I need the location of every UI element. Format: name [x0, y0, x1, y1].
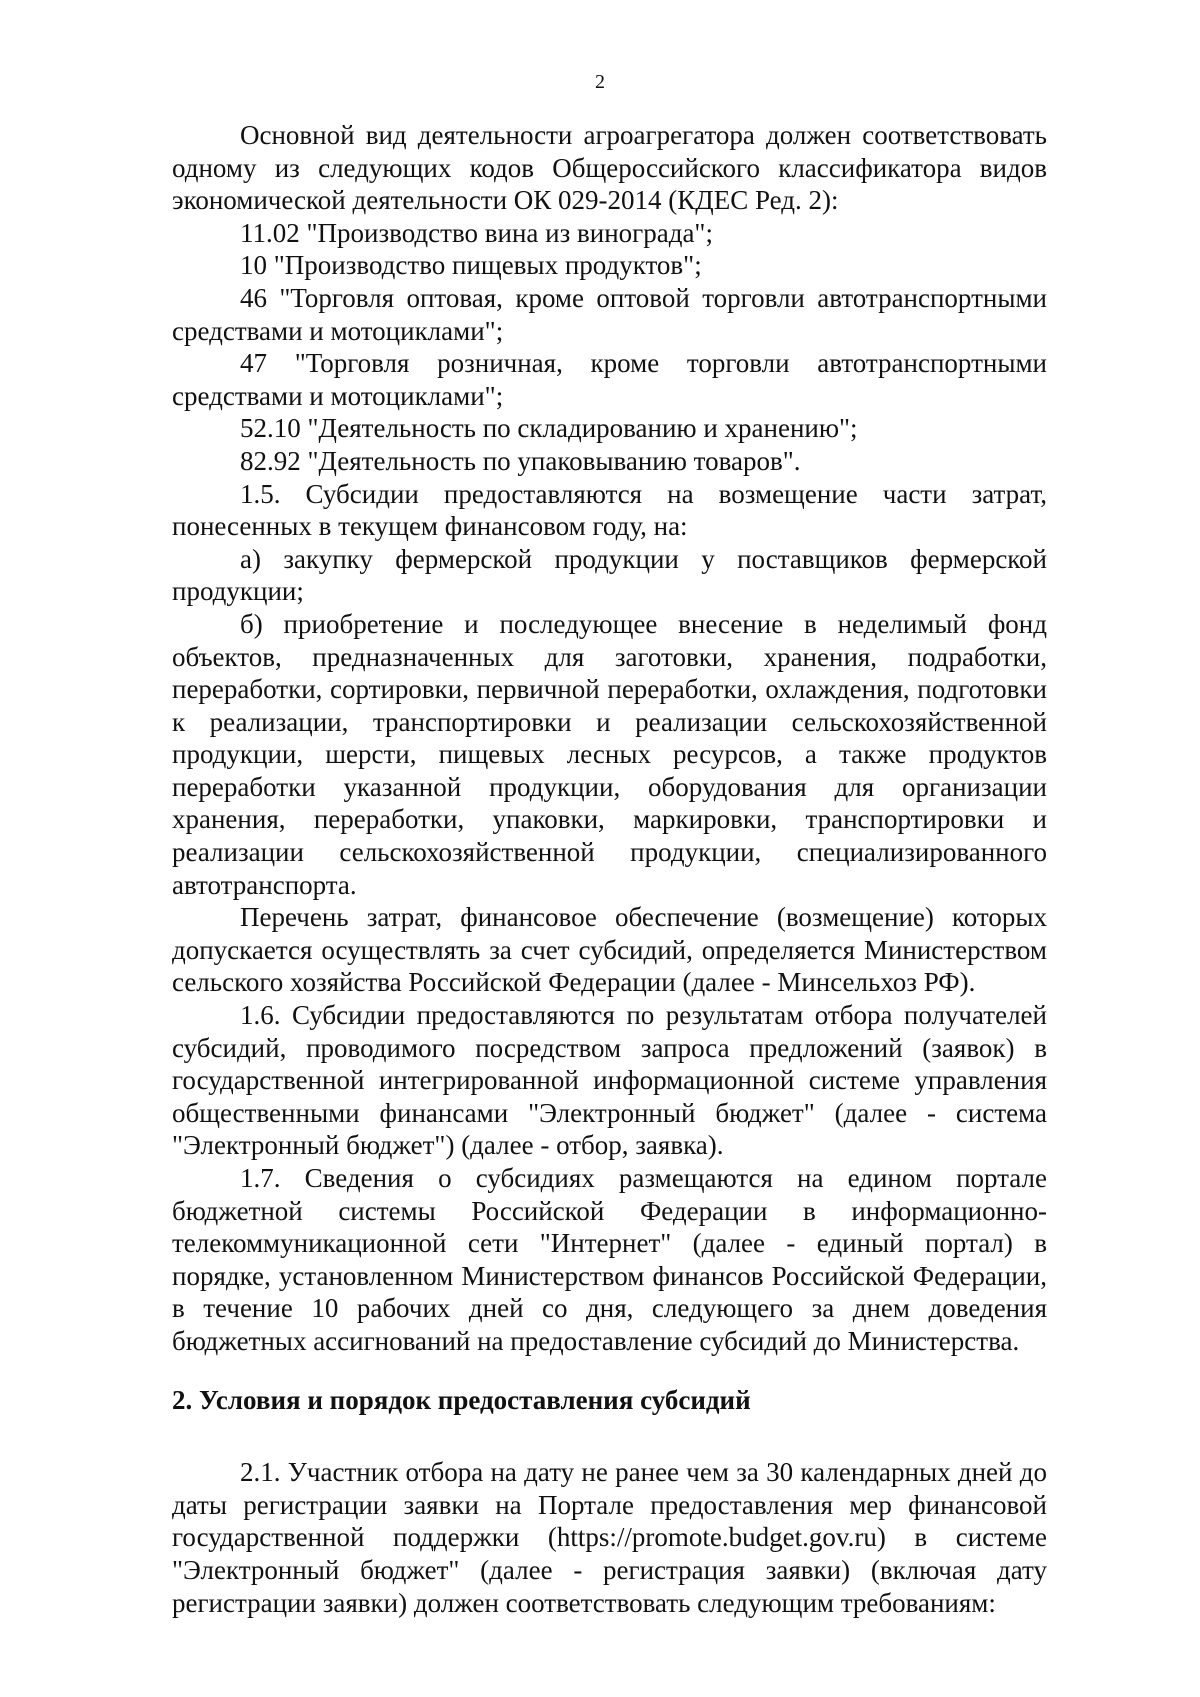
paragraph-code-82-92: 82.92 "Деятельность по упаковыванию товаров". — [240, 445, 801, 476]
paragraph-code-47: 47 "Торговля розничная, кроме торговли автотранспортными средствами и мотоциклами"; — [172, 348, 1047, 411]
section-heading: 2. Условия и порядок предоставления субсидий — [172, 1384, 751, 1415]
paragraph-code-52-10: 52.10 "Деятельность по складированию и хранению"; — [240, 413, 858, 444]
paragraph-code-46: 46 "Торговля оптовая, кроме оптовой торговли автотранспортными средствами и мотоциклами"; — [172, 282, 1047, 346]
paragraph-activity-codes-intro: Основной вид деятельности агроагрегатора должен соответствовать одному из следующих кодов Общероссийского классификатора видов экономической деятельности ОК 029-2014 (КДЕС Ред. 2): — [172, 120, 1047, 216]
paragraph-cost-list: Перечень затрат, финансовое обеспечение (возмещение) которых допускается осуществлять за счет субсидий, определяется Министерством сельского хозяйства Российской Федерации (далее - Минсельхоз РФ). — [172, 902, 1047, 998]
document-body — [172, 119, 1047, 1619]
paragraph-1-7: 1.7. Сведения о субсидиях размещаются на едином портале бюджетной системы Российской Федерации в информационно-телекоммуникационной сети "Интернет" (далее - единый портал) в порядке, установленном Министерством финансов Российской Федерации, в течение 10 рабочих дней со дня, следующего за днем доведения бюджетных ассигнований на предоставление субсидий до Министерства. — [172, 1163, 1047, 1356]
paragraph-1-5-a: а) закупку фермерской продукции у поставщиков фермерской продукции; — [172, 543, 1047, 607]
paragraph-code-10: 10 "Производство пищевых продуктов"; — [240, 250, 702, 281]
paragraph-1-6: 1.6. Субсидии предоставляются по результатам отбора получателей субсидий, проводимого посредством запроса предложений (заявок) в государственной интегрированной информационной системе управления общественными финансами "Электронный бюджет" (далее - система "Электронный бюджет") (далее - отбор, заявка). — [172, 1000, 1047, 1161]
paragraph-code-11-02: 11.02 "Производство вина из винограда"; — [240, 217, 713, 248]
paragraph-1-5: 1.5. Субсидии предоставляются на возмещение части затрат, понесенных в текущем финансовом году, на: — [172, 478, 1047, 542]
page-number: 2 — [595, 71, 605, 93]
paragraph-1-5-b: б) приобретение и последующее внесение в неделимый фонд объектов, предназначенных для заготовки, хранения, подработки, переработки, сортировки, первичной переработки, охлаждения, подготовки к реализации, транспортировки и реализации сельскохозяйственной продукции, шерсти, пищевых лесных ресурсов, а также продуктов переработки указанной продукции, оборудования для организации хранения, переработки, упаковки, маркировки, транспортировки и реализации сельскохозяйственной продукции, специализированного автотранспорта. — [172, 608, 1047, 900]
paragraph-2-1: 2.1. Участник отбора на дату не ранее чем за 30 календарных дней до даты регистрации заявки на Портале предоставления мер финансовой государственной поддержки (https://promote.budget.gov.ru) в системе "Электронный бюджет" (далее - регистрация заявки) (включая дату регистрации заявки) должен соответствовать следующим требованиям: — [172, 1457, 1047, 1618]
